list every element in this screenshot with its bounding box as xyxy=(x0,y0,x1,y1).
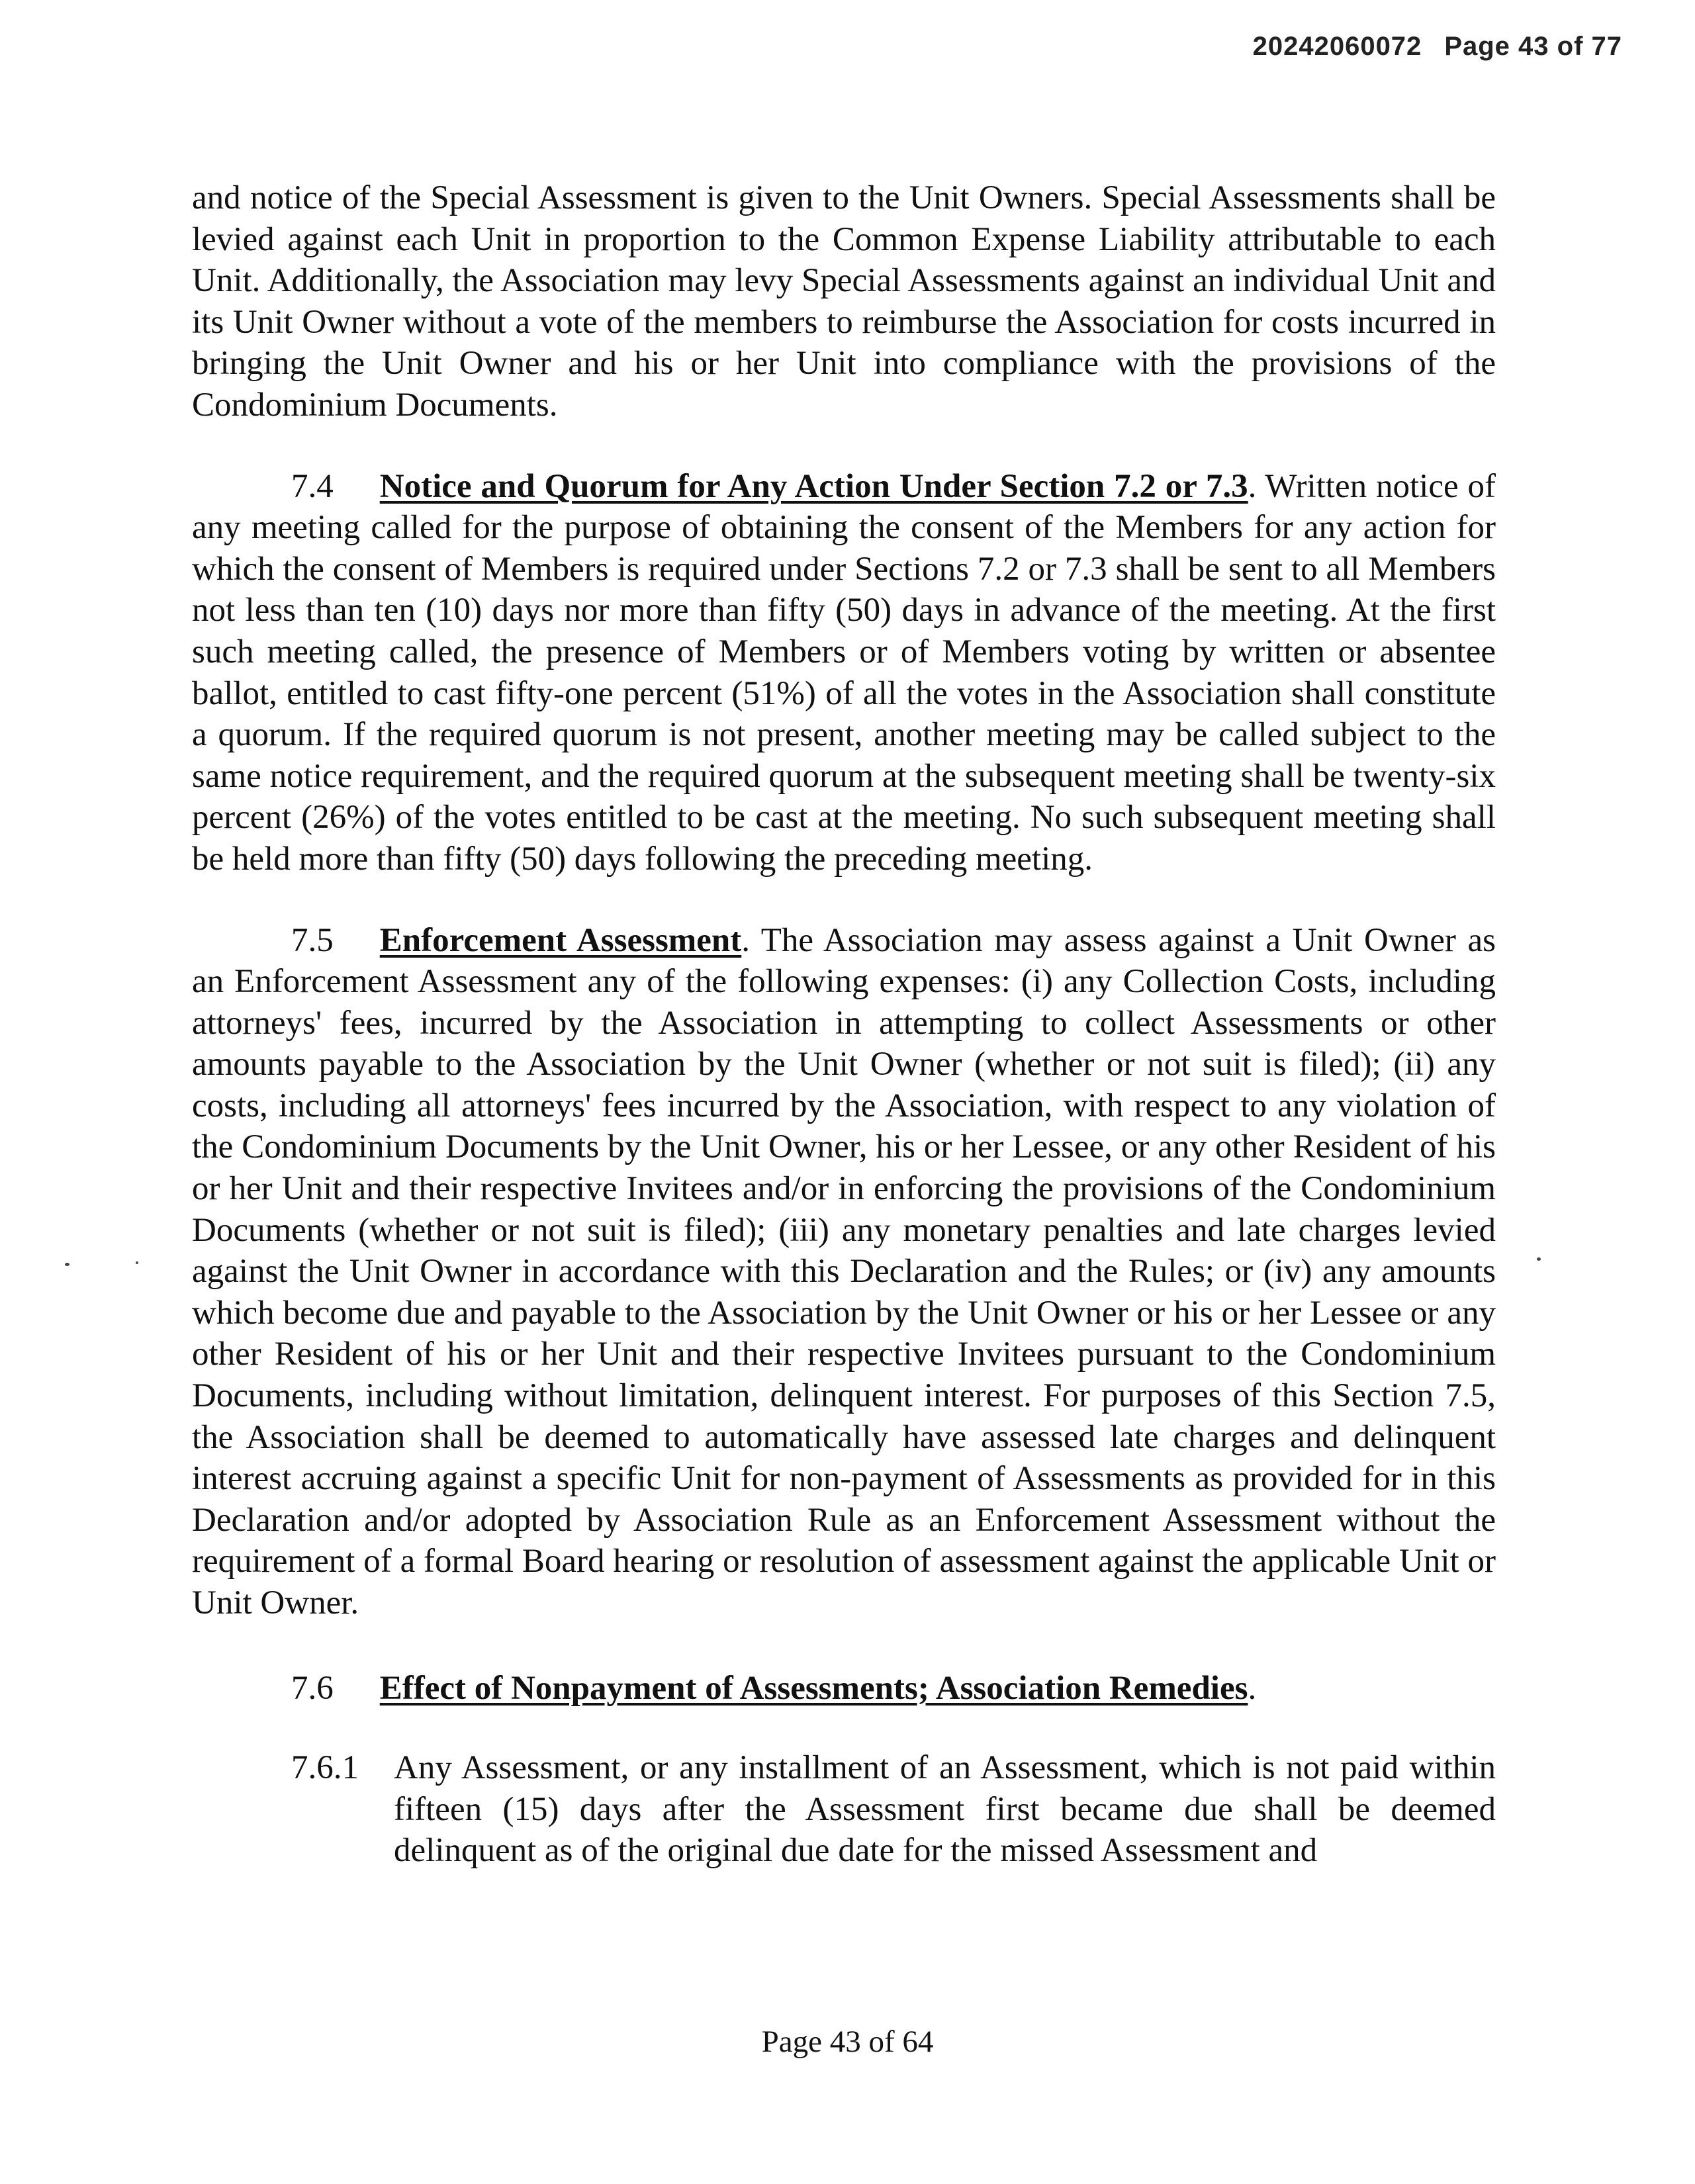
section-number: 7.5 xyxy=(291,921,334,959)
intro-paragraph: and notice of the Special Assessment is given to the Unit Owners. Special Assessments shall be levied against each Unit in proportion to the Common Expense Liability attributable to each Unit. Additionally, the Association may levy Special Assessments against an individual Unit and its Unit Owner without a vote of the members to reimburse the Association for costs incurred in bringing the Unit Owner and his or her Unit into compliance with the provisions of the Condominium Documents. xyxy=(192,179,1496,424)
subsection-number: 7.6.1 xyxy=(291,1749,359,1787)
subsection-7-6-1 xyxy=(192,1747,1496,1872)
section-7-6: 7.6 Effect of Nonpayment of Assessments; Association Remedies. xyxy=(291,1669,1257,1707)
section-text: The Association may assess against a Unit Owner as an Enforcement Assessment any of the following expenses: (i) any Collection Costs, including attorneys' fees, incurred by the Association in attempting to collect Assessments or other amounts payable to the Association by the Unit Owner (whether or not suit is filed); (ii) any costs, including all attorneys' fees incurred by the Association, with respect to any violation of the Condominium Documents by the Unit Owner, his or her Lessee, or any other Resident of his or her Unit and their respective Invitees and/or in enforcing the provisions of the Condominium Documents (whether or not suit is filed); (iii) any monetary penalties and late charges levied against the Unit Owner in accordance with this Declaration and the Rules; or (iv) any amounts which become due and payable to the Association by the Unit Owner or his or her Lessee or any other Resident of his or her Unit and their respective Invitees pursuant to the Condominium Documents, including without limitation, delinquent interest. For purposes of this Section 7.5, the Association shall be deemed to automatically have assessed late charges and delinquent interest accruing against a specific Unit for non-payment of Assessments as provided for in this Declaration and/or adopted by Association Rule as an Enforcement Assessment without the requirement of a formal Board hearing or resolution of assessment against the applicable Unit or Unit Owner. xyxy=(192,921,1496,1621)
section-heading: Enforcement Assessment xyxy=(379,921,742,959)
section-number: 7.6 xyxy=(291,1669,334,1707)
section-heading: Notice and Quorum for Any Action Under Section 7.2 or 7.3 xyxy=(379,467,1248,505)
scan-speck xyxy=(1537,1257,1541,1261)
section-heading: Effect of Nonpayment of Assessments; Association Remedies xyxy=(379,1669,1248,1707)
recording-page-label: Page 43 of 77 xyxy=(1444,32,1622,61)
section-7-5: 7.5 Enforcement Assessment. The Association may assess against a Unit Owner as an Enforcement Assessment any of the following expenses: (i) any Collection Costs, including attorneys' fees, incurred by the Association in attempting to collect Assessments or other amounts payable to the Association by the Unit Owner (whether or not suit is filed); (ii) any costs, including all attorneys' fees incurred by the Association, with respect to any violation of the Condominium Documents by the Unit Owner, his or her Lessee, or any other Resident of his or her Unit and their respective Invitees and/or in enforcing the provisions of the Condominium Documents (whether or not suit is filed); (iii) any monetary penalties and late charges levied against the Unit Owner in accordance with this Declaration and the Rules; or (iv) any amounts which become due and payable to the Association by the Unit Owner or his or her Lessee or any other Resident of his or her Unit and their respective Invitees pursuant to the Condominium Documents, including without limitation, delinquent interest. For purposes of this Section 7.5, the Association shall be deemed to automatically have assessed late charges and delinquent interest accruing against a specific Unit for non-payment of Assessments as provided for in this Declaration and/or adopted by Association Rule as an Enforcement Assessment without the requirement of a formal Board hearing or resolution of assessment against the applicable Unit or Unit Owner. xyxy=(192,921,1496,1621)
scan-speck xyxy=(136,1261,138,1264)
section-text: Written notice of any meeting called for the purpose of obtaining the consent of the Members for any action for which the consent of Members is required under Sections 7.2 or 7.3 shall be sent to all Members not less than ten (10) days nor more than fifty (50) days in advance of the meeting. At the first such meeting called, the presence of Members or of Members voting by written or absentee ballot, entitled to cast fifty-one percent (51%) of all the votes in the Association shall constitute a quorum. If the required quorum is not present, another meeting may be called subject to the same notice requirement, and the required quorum at the subsequent meeting shall be twenty-six percent (26%) of the votes entitled to be cast at the meeting. No such subsequent meeting shall be held more than fifty (50) days following the preceding meeting. xyxy=(192,467,1496,878)
section-number: 7.4 xyxy=(291,467,334,505)
document-number: 20242060072 xyxy=(1252,32,1422,61)
subsection-text: Any Assessment, or any installment of an Assessment, which is not paid within fifteen (15) days after the Assessment first became due shall be deemed delinquent as of the original due date for the missed Assessment and xyxy=(394,1749,1496,1870)
page-body xyxy=(192,177,1496,1872)
page-footer: Page 43 of 64 xyxy=(761,2025,934,2059)
recording-stamp xyxy=(1253,32,1622,62)
scan-speck xyxy=(65,1263,69,1266)
section-7-4: 7.4 Notice and Quorum for Any Action Under Section 7.2 or 7.3. Written notice of any meeting called for the purpose of obtaining the consent of the Members for any action for which the consent of Members is required under Sections 7.2 or 7.3 shall be sent to all Members not less than ten (10) days nor more than fifty (50) days in advance of the meeting. At the first such meeting called, the presence of Members or of Members voting by written or absentee ballot, entitled to cast fifty-one percent (51%) of all the votes in the Association shall constitute a quorum. If the required quorum is not present, another meeting may be called subject to the same notice requirement, and the required quorum at the subsequent meeting shall be twenty-six percent (26%) of the votes entitled to be cast at the meeting. No such subsequent meeting shall be held more than fifty (50) days following the preceding meeting. xyxy=(192,467,1496,878)
